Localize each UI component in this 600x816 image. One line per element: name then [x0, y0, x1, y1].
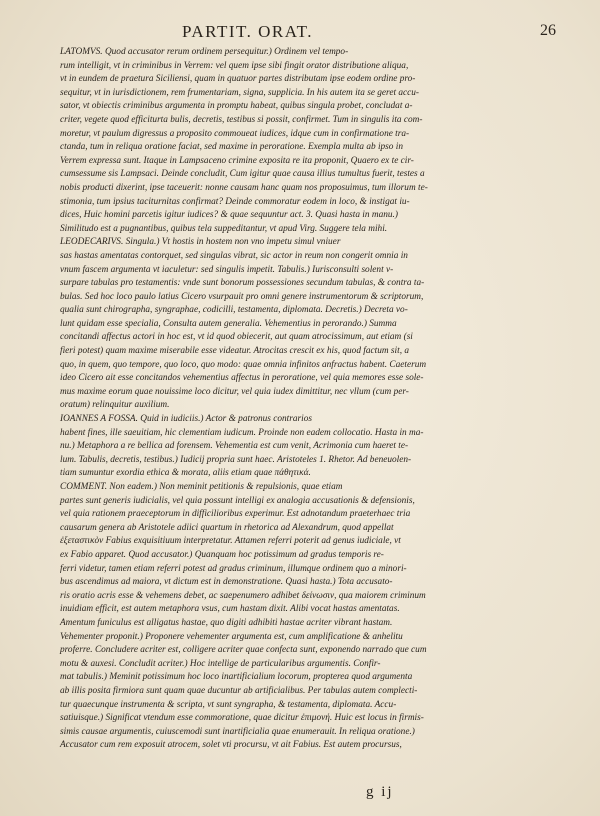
- text-line: proferre. Concludere acriter est, colligere acriter quae confecta sunt, exponendo narrado que cum: [60, 645, 427, 656]
- text-line: dices, Huic homini parcetis igitur iudices? & quae sequuntur act. 3. Quasi hasta in manu.): [60, 210, 398, 221]
- text-line: qualia sunt chirographa, syngraphae, codicilli, testamenta, diplomata. Decretis.) Decreta vo-: [60, 305, 408, 316]
- text-line: mat tabulis.) Meminit potissimum hoc loco inartificialium locorum, propterea quod argumenta: [60, 672, 413, 683]
- text-line: simis causae argumentis, cuiuscemodi sunt inartificialia quae enumerauit. In reliqua oratione.): [60, 726, 415, 737]
- text-line: lunt quidam esse specialia, Consulta autem generalia. Vehementius in perorando.) Summa: [60, 318, 397, 329]
- text-line: Similitudo est a pugnantibus, quibus tela suppeditantur, vt apud Virg. Suggere tela mihi.: [60, 223, 388, 234]
- text-line: bus ascendimus ad maiora, vt dictum est in demonstratione. Quasi hasta.) Tota accusato-: [60, 577, 393, 588]
- text-line: ideo Cicero ait esse concitandos vehementius affectus in peroratione, vel quia memores esse sole-: [60, 373, 424, 384]
- text-line: stimonia, tum ipsius taciturnitas confirmat? Deinde commoratur eodem in loco, & instigat iu-: [60, 196, 410, 207]
- text-line: Vehementer proponit.) Proponere vehementer argumenta est, cum amplificatione & anhelitu: [60, 631, 403, 642]
- signature-mark: g ij: [366, 784, 394, 800]
- running-title: PARTIT. ORAT.: [182, 22, 314, 41]
- text-line: COMMENT. Non eadem.) Non meminit petitionis & repulsionis, quae etiam: [60, 482, 343, 492]
- text-line: Verrem expressa sunt. Itaque in Lampsaceno crimine exposita re ita proponit, Quaero ex te cir-: [60, 155, 414, 166]
- text-line: lum. Tabulis, decretis, testibus.) Iudicij propria sunt haec. Aristoteles 1. Rhetor. Ad beneuolen-: [60, 454, 412, 465]
- text-line: cumsessume sis Lampsaci. Deinde concludit, Cum igitur quae causa illius tumultus fuerit, testes a: [60, 169, 425, 180]
- text-line: nobis producti dixerint, ipse taceuerit: nonne causam hanc quam nos proposuimus, tum illorum te-: [60, 182, 428, 193]
- text-line: vnum fascem argumenta vt iaculetur: sed singulis impetit. Tabulis.) Iurisconsulti solent v-: [60, 264, 394, 275]
- text-line: quo, in quem, quo tempore, quo loco, quo modo: quae omnia infinitos anfractus habent. Caeterum: [60, 359, 427, 370]
- text-line: ctanda, tum in reliqua oratione faciat, sed maxime in peroratione. Exempla multa ab ipso in: [60, 142, 403, 153]
- running-header: [0, 22, 600, 42]
- text-line: partes sunt generis iudicialis, vel quia possunt intelligi ex analogia accusationis & defensionis,: [60, 495, 415, 506]
- text-line: vt in eundem de praetura Siciliensi, quam in quatuor partes distributam ipse eodem ordine pro-: [60, 74, 416, 85]
- text-line: satiuisque.) Significat vtendum esse commoratione, quae dicitur ἐπιμονή. Huic est locus in firmis-: [60, 713, 424, 724]
- text-line: sas hastas amentatas contorquet, sed singulas vibrat, sic actor in reum non congerit omnia in: [60, 250, 408, 261]
- text-line: Amentum funiculus est alligatus hastae, quo digiti adhibiti hastae acriter vibrant hastam.: [60, 617, 393, 628]
- text-line: causarum genera ab Aristotele adiici quartum in rhetorica ad Alexandrum, quod appellat: [60, 522, 394, 533]
- text-line: ex Fabio apparet. Quod accusator.) Quanquam hoc potissimum ad gradus temporis re-: [60, 549, 384, 560]
- text-line: inuidiam efficit, est autem metaphora vsus, cum hastam dixit. Alibi vocat hastas amentatas.: [60, 604, 400, 615]
- text-line: tiam sumuntur exordia ethica & morata, aliis etiam quae πάθητικά.: [60, 468, 311, 479]
- text-line: moretur, vt paulum digressus a proposito commoueat iudices, idque cum in confirmatione tra-: [60, 128, 410, 139]
- text-line: ab illis posita firmiora sunt quam quae ducuntur ab artificialibus. Per tabulas autem complecti-: [60, 685, 418, 696]
- text-line: LATOMVS. Quod accusator rerum ordinem persequitur.) Ordinem vel tempo-: [60, 47, 349, 57]
- text-line: tur quaecunque instrumenta & scripta, vt sunt syngrapha, & testamenta, diplomata. Accu-: [60, 699, 397, 710]
- text-line: ris oratio acris esse & vehemens debet, ac saepenumero adhibet δείνωσιν, qua maiorem criminum: [60, 590, 426, 601]
- text-line: fieri potest) quam maxime miserabile esse videatur. Atrocitas crescit ex his, quod factum sit, a: [60, 346, 410, 357]
- text-line: concitandi affectus actori in hoc est, vt id quod obiecerit, aut quam atrocissimum, aut etiam (si: [60, 332, 413, 343]
- text-line: nu.) Metaphora a re bellica ad forensem. Vehementia est cum venit, Acrimonia cum haeret te-: [60, 441, 409, 452]
- page-number: 26: [540, 22, 556, 39]
- text-line: criter, vegete quod efficiturta bulis, decretis, testibus si possit, confirmet. Tum in singulis ita com-: [60, 114, 423, 125]
- text-line: oratum) relinquitur auxilium.: [60, 400, 170, 411]
- text-line: surpare tabulas pro testamentis: vnde sunt bonorum possessiones secundum tabulas, & contra ta-: [60, 278, 425, 289]
- text-line: vel quia rationem praeceptorum in difficilioribus experimur. Est adnotandum praeterhaec tria: [60, 509, 411, 520]
- text-line: bulas. Sed hoc loco paulo latius Cicero vsurpauit pro omni genere instrumentorum & scriptorum,: [60, 291, 424, 302]
- text-line: sequitur, vt in iurisdictionem, rem frumentariam, signa, supplicia. In his autem ita se geret accu-: [60, 87, 420, 98]
- text-line: mus maxime eorum quae nouissime loco dicitur, vel quia iudex dimittitur, nec vllum (cum per-: [60, 386, 409, 397]
- text-line: habent fines, ille saeuitiam, hic clementiam iudicum. Proinde non eadem collocatio. Hasta in ma-: [60, 427, 424, 438]
- text-line: ferri videtur, tamen etiam referri potest ad gradus criminum, illumque ordinem quo a minori-: [60, 563, 407, 574]
- text-line: sator, vt obiectis criminibus argumenta in promptu habeat, quibus singula probet, concludat a-: [60, 101, 413, 112]
- text-line: motu & auxesi. Concludit acriter.) Hoc intellige de particularibus argumentis. Confir-: [60, 658, 381, 669]
- commentary-text: [60, 46, 560, 753]
- text-line: LEODECARIVS. Singula.) Vt hostis in hostem non vno impetu simul vniuer: [60, 237, 341, 248]
- text-line: rum intelligit, vt in criminibus in Verrem: vel quem ipse sibi fingit orator distributione aliqua,: [60, 60, 409, 71]
- text-line: Accusator cum rem exposuit atrocem, solet vti procursu, vt ait Fabius. Est autem procursus,: [60, 740, 402, 751]
- text-line: ἐξεταστικὸν Fabius exquisitiuum interpretatur. Attamen referri poterit ad genus iudiciale, vt: [60, 536, 401, 547]
- text-line: IOANNES A FOSSA. Quid in iudiciis.) Actor & patronus contrarios: [60, 414, 312, 425]
